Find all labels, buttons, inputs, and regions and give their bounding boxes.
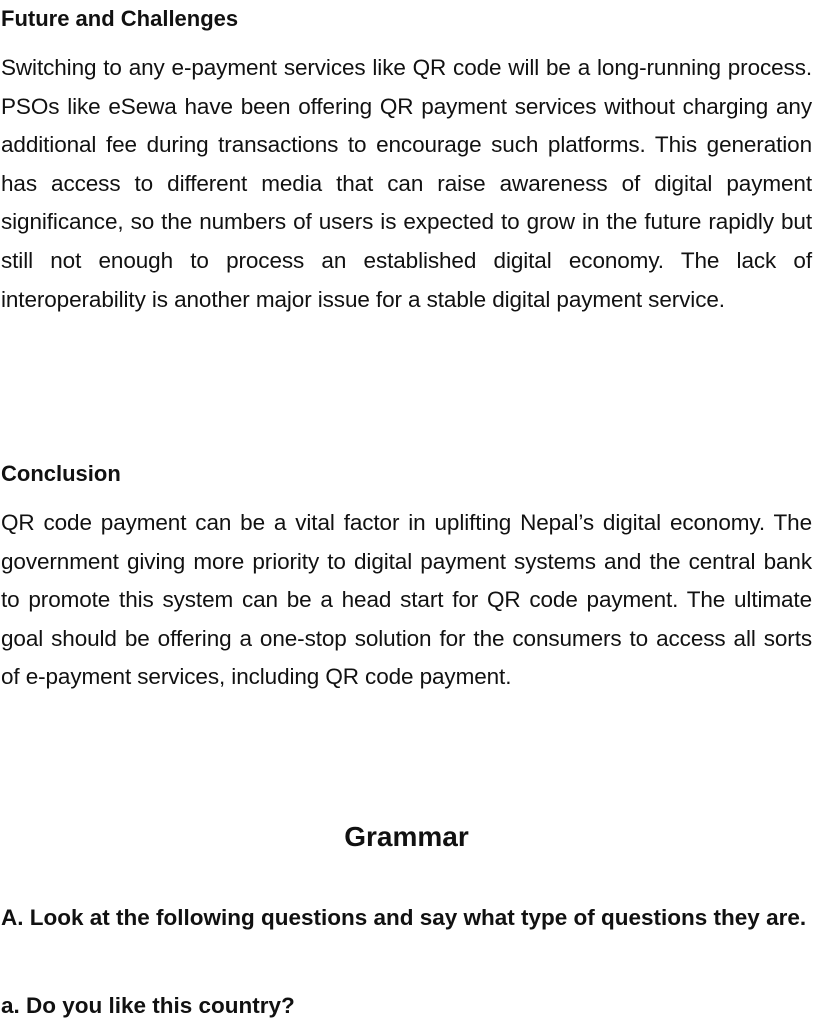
section-heading-conclusion: Conclusion: [1, 461, 121, 486]
section-body-future: Switching to any e-payment services like QR code will be a long-running process. PSOs like eSewa have been offering QR payment services without charging any additional fee during transactions to encourage such platforms. This generation has access to different media that can raise awareness of digital payment significance, so the numbers of users is expected to grow in the future rapidly but still not enough to process an established digital economy. The lack of interoperability is another major issue for a stable digital payment service.: [1, 55, 812, 312]
section-body-conclusion: QR code payment can be a vital factor in uplifting Nepal’s digital economy. The government giving more priority to digital payment systems and the central bank to promote this system can be a head start for QR code payment. The ultimate goal should be offering a one-stop solution for the consumers to access all sorts of e-payment services, including QR code payment.: [1, 510, 812, 690]
section-heading-future: Future and Challenges: [1, 6, 239, 31]
exercise-instruction: A. Look at the following questions and say what type of questions they are.: [1, 905, 807, 930]
exercise-item: a. Do you like this country?: [1, 993, 295, 1018]
grammar-title: Grammar: [344, 820, 469, 852]
